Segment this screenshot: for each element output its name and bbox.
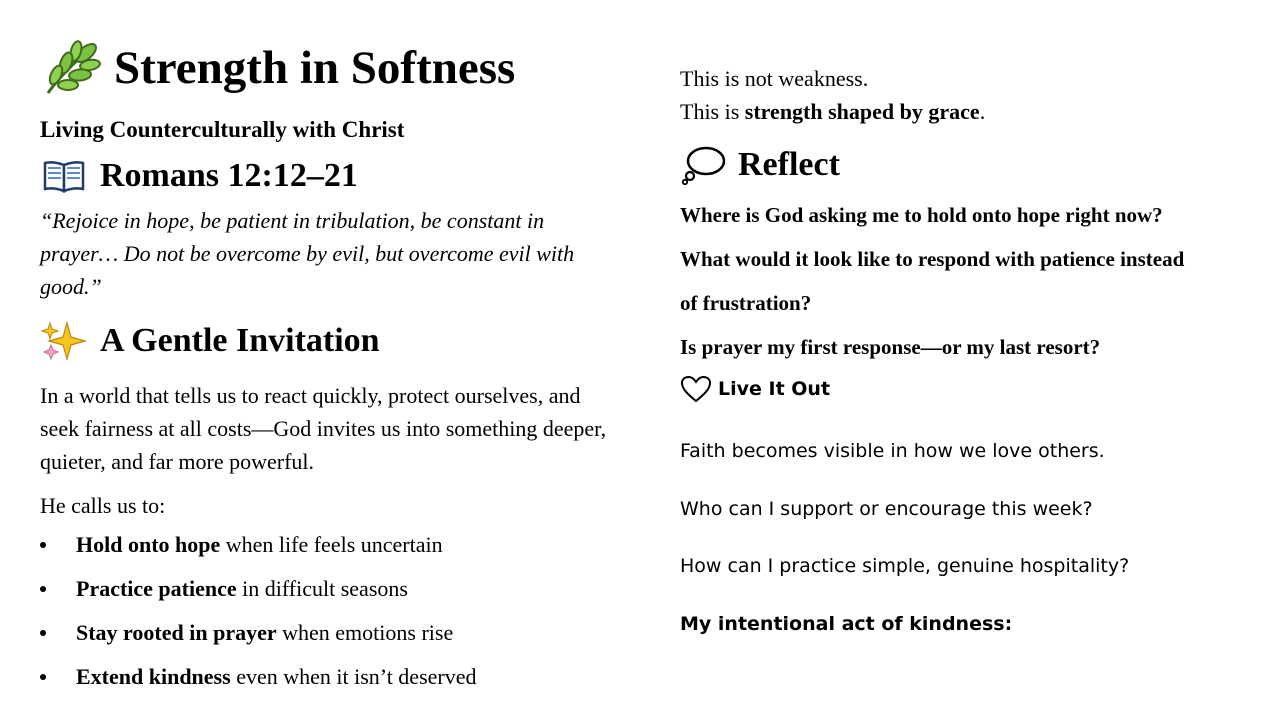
heart-outline-icon xyxy=(680,375,712,403)
reflect-heading: Reflect xyxy=(738,146,840,183)
calls-list xyxy=(40,523,665,699)
live-paragraph: Faith becomes visible in how we love others. xyxy=(680,440,1105,462)
scripture-heading: Romans 12:12–21 xyxy=(100,157,358,194)
item-bold: Practice patience xyxy=(76,576,237,601)
title-row xyxy=(40,34,665,102)
invitation-paragraph xyxy=(40,379,665,478)
reflect-question: Where is God asking me to hold onto hope right now? xyxy=(680,203,1163,227)
item-bold: Stay rooted in prayer xyxy=(76,620,277,645)
page-title: Strength in Softness xyxy=(114,41,516,94)
paragraph-line: quieter, and far more powerful. xyxy=(40,449,315,474)
live-section xyxy=(680,405,1270,665)
item-rest: in difficult seasons xyxy=(236,576,408,601)
not-weakness-line: This is not weakness. xyxy=(680,66,869,91)
invitation-heading: A Gentle Invitation xyxy=(100,322,380,359)
reflect-question: of frustration? xyxy=(680,291,812,315)
list-item xyxy=(40,611,665,655)
paragraph-line: seek fairness at all costs—God invites us into something deeper, xyxy=(40,416,607,441)
live-paragraph: Who can I support or encourage this week? xyxy=(680,498,1093,520)
invitation-heading-row xyxy=(40,321,665,361)
quote-line: good.” xyxy=(40,274,102,299)
reflect-question: What would it look like to respond with patience instead xyxy=(680,247,1185,271)
item-rest: when emotions rise xyxy=(276,620,454,645)
page-subtitle: Living Counterculturally with Christ xyxy=(40,117,405,142)
quote-line: prayer… Do not be overcome by evil, but overcome evil with xyxy=(40,241,575,266)
live-heading: Live It Out xyxy=(718,378,831,400)
herb-leaf-icon xyxy=(42,39,102,97)
sparkles-icon xyxy=(40,321,88,361)
live-paragraph: How can I practice simple, genuine hospitality? xyxy=(680,555,1130,577)
list-item xyxy=(40,567,665,611)
grace-bold: strength shaped by grace xyxy=(744,99,980,124)
item-rest: even when it isn’t deserved xyxy=(230,664,477,689)
right-column xyxy=(680,62,1270,665)
live-heading-row xyxy=(680,373,1270,405)
open-book-icon xyxy=(40,156,88,196)
grace-prefix: This is xyxy=(680,99,745,124)
scripture-quote xyxy=(40,204,665,303)
quote-line: “Rejoice in hope, be patient in tribulation, be constant in xyxy=(40,208,545,233)
item-rest: when life feels uncertain xyxy=(220,532,443,557)
item-bold: Hold onto hope xyxy=(76,532,221,557)
paragraph-line: In a world that tells us to react quickly, protect ourselves, and xyxy=(40,383,581,408)
item-bold: Extend kindness xyxy=(76,664,231,689)
list-item xyxy=(40,523,665,567)
thought-bubble-icon xyxy=(680,145,728,185)
grace-line xyxy=(680,95,1270,128)
kindness-label: My intentional act of kindness: xyxy=(680,613,1013,635)
reflect-question: Is prayer my first response—or my last resort? xyxy=(680,335,1101,359)
reflect-questions xyxy=(680,193,1270,369)
grace-suffix: . xyxy=(979,99,986,124)
reflect-heading-row xyxy=(680,145,1270,185)
list-item xyxy=(40,655,665,699)
scripture-heading-row xyxy=(40,156,665,196)
left-column xyxy=(40,34,665,699)
calls-intro: He calls us to: xyxy=(40,493,166,518)
